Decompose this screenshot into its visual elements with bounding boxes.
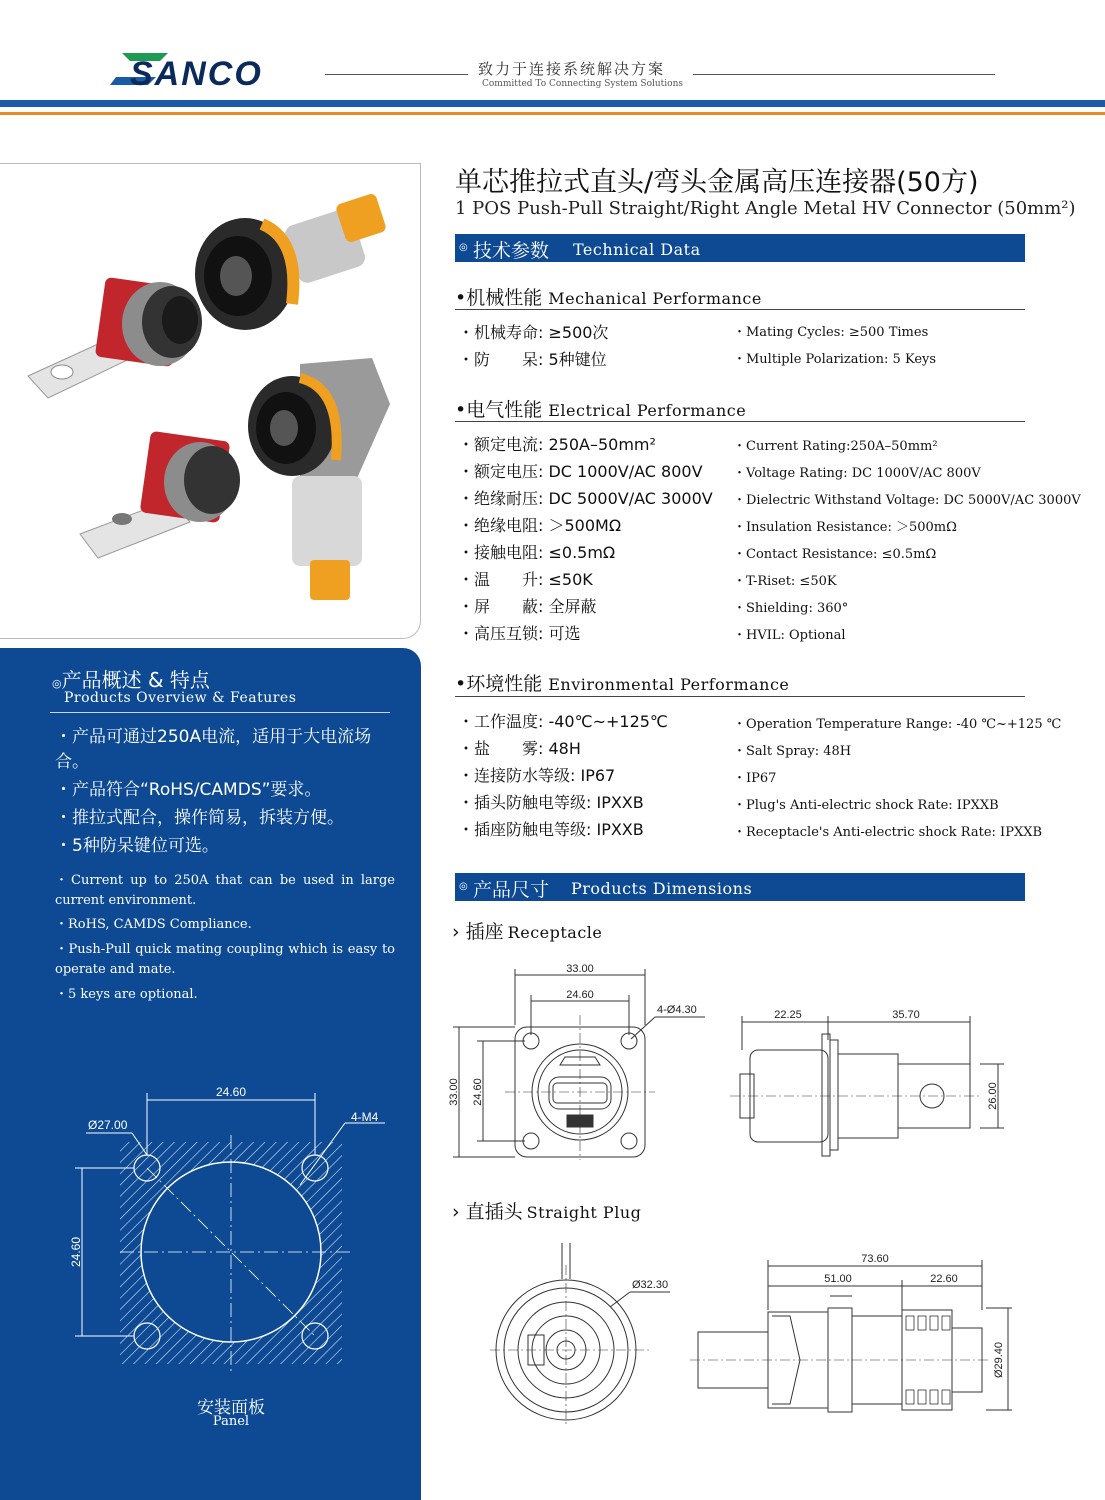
spec-cn: ・盐 雾: 48H [458,739,581,758]
spec-cn: ・高压互锁: 可选 [458,624,581,643]
overview-title-en: Products Overview & Features [64,690,297,706]
plug-side-drawing [690,1250,1020,1430]
straight-plug-image [195,192,387,330]
header-band-blue [0,100,1105,107]
panel-label-en: Panel [212,1414,250,1429]
overview-en-item: ・5 keys are optional. [55,987,198,1002]
spec-cn: ・额定电流: 250A–50mm² [458,435,656,454]
receptacle-holes-dim: 4-Ø4.30 [657,1004,697,1016]
overview-en-item: ・RoHS, CAMDS Compliance. [55,917,252,932]
receptacle-front-drawing [445,955,715,1165]
slogan-cn: 致力于连接系统解决方案 [478,60,666,78]
slogan-en: Committed To Connecting System Solutions [482,79,683,89]
overview-rule [50,712,390,713]
receptacle-side-drawing [730,1000,1010,1160]
panel-width-dim: 24.60 [215,1085,247,1099]
electrical-heading: •电气性能 Electrical Performance [455,399,747,421]
spec-cn: ・插座防触电等级: IPXXB [458,820,644,839]
spec-en: ・Insulation Resistance: ＞500mΩ [733,520,957,535]
plug-front-drawing [490,1235,690,1425]
spec-en: ・Salt Spray: 48H [733,744,852,759]
product-photo-panel [0,163,421,639]
panel-holes-dim: 4-M4 [351,1110,379,1124]
receptacle-bottom-image [80,431,240,558]
electrical-rule [455,421,1025,422]
technical-data-cn: 技术参数 [473,240,550,262]
mechanical-rule [455,309,1025,310]
spec-cn: ・屏 蔽: 全屏蔽 [458,597,597,616]
straight-plug-heading: › 直插头 Straight Plug [452,1201,642,1223]
spec-cn: ・绝缘电阻: ＞500MΩ [458,516,622,535]
spec-cn: ・绝缘耐压: DC 5000V/AC 3000V [458,489,713,508]
technical-data-bar [455,234,1025,262]
bullet-circle-icon: ◎ [459,242,468,253]
receptacle-side-b-dim: 35.70 [892,1009,920,1021]
panel-dia-dim: Ø27.00 [88,1118,128,1132]
product-title-cn: 单芯推拉式直头/弯头金属高压连接器(50方) [455,167,979,198]
plug-overall-dim: 73.60 [861,1253,889,1265]
panel-label-cn: 安装面板 [197,1398,265,1418]
spec-en: ・Contact Resistance: ≤0.5mΩ [733,547,937,562]
overview-cn-item: ・推拉式配合，操作简易，拆装方便。 [55,808,344,828]
spec-en: ・Voltage Rating: DC 1000V/AC 800V [733,466,981,481]
receptacle-height-dim: 33.00 [448,1078,460,1106]
product-title-en: 1 POS Push-Pull Straight/Right Angle Metal HV Connector (50mm²) [455,198,1076,219]
spec-en: ・Operation Temperature Range: -40 ℃~+125 ℃ [733,717,1062,732]
environmental-heading: •环境性能 Environmental Performance [455,673,790,695]
bullet-dot-icon: • [455,399,467,421]
technical-data-en: Technical Data [573,240,701,259]
connector-illustration [0,164,420,638]
environmental-rule [455,696,1025,697]
spec-en: ・Shielding: 360° [733,601,849,616]
spec-cn: ・连接防水等级: IP67 [458,766,616,785]
plug-dia-dim: Ø32.30 [632,1279,669,1291]
spec-en: ・Dielectric Withstand Voltage: DC 5000V/AC 3000V [733,493,1081,508]
spec-en: ・Multiple Polarization: 5 Keys [733,352,937,367]
overview-cn-item: ・5种防呆键位可选。 [55,836,219,856]
spec-en: ・Plug's Anti-electric shock Rate: IPXXB [733,798,999,813]
plug-part-a-dim: 51.00 [824,1273,852,1285]
slogan-rule-right [693,74,995,75]
bullet-dot-icon: • [455,287,467,309]
plug-side-dia-dim: Ø29.40 [993,1341,1005,1379]
spec-en: ・T-Riset: ≤50K [733,574,837,589]
overview-en-item: ・Push-Pull quick mating coupling which is easy to operate and mate. [55,942,395,977]
spec-en: ・HVIL: Optional [733,628,846,643]
spec-cn: ・温 升: ≤50K [458,570,593,589]
receptacle-side-a-dim: 22.25 [774,1009,802,1021]
dimensions-bar [455,873,1025,901]
receptacle-overall-dim: 33.00 [566,963,594,975]
spec-cn: ・接触电阻: ≤0.5mΩ [458,543,616,562]
spec-cn: ・插头防触电等级: IPXXB [458,793,644,812]
spec-en: ・IP67 [733,771,777,786]
bullet-dot-icon: • [455,673,467,695]
right-angle-plug-image [248,358,390,600]
bullet-circle-icon: ◎ [52,677,62,690]
spec-en: ・Current Rating:250A–50mm² [733,439,938,454]
spec-cn: ・工作温度: -40℃~+125℃ [458,712,668,731]
receptacle-heading: › 插座 Receptacle [452,921,603,943]
receptacle-side-h-dim: 26.00 [987,1082,999,1110]
overview-cn-item: ・产品符合“RoHS/CAMDS”要求。 [55,780,322,800]
overview-en-item: ・Current up to 250A that can be used in large current environment. [55,873,395,908]
brand-name: SANCO [130,55,263,93]
header-band-orange [0,112,1105,115]
mechanical-heading: •机械性能 Mechanical Performance [455,287,762,309]
panel-cutout-drawing [60,1075,400,1385]
overview-cn-item: ・产品可通过250A电流，适用于大电流场合。 [55,727,372,772]
plug-part-b-dim: 22.60 [930,1273,958,1285]
overview-title-cn: ◎产品概述 & 特点 [52,668,210,692]
spec-cn: ・额定电压: DC 1000V/AC 800V [458,462,703,481]
dimensions-en: Products Dimensions [571,879,753,898]
spec-cn: ・防 呆: 5种键位 [458,350,607,369]
chevron-right-icon: › [452,1201,460,1223]
receptacle-height-pitch-dim: 24.60 [472,1078,484,1106]
bullet-circle-icon: ◎ [459,881,468,892]
receptacle-pitch-dim: 24.60 [566,989,594,1001]
receptacle-top-image [28,277,202,398]
panel-height-dim: 24.60 [69,1236,83,1268]
spec-en: ・Receptacle's Anti-electric shock Rate: IPXXB [733,825,1043,840]
spec-en: ・Mating Cycles: ≥500 Times [733,325,929,340]
slogan-rule-left [325,74,468,75]
dimensions-cn: 产品尺寸 [473,879,550,901]
chevron-right-icon: › [452,921,460,943]
spec-cn: ・机械寿命: ≥500次 [458,323,609,342]
